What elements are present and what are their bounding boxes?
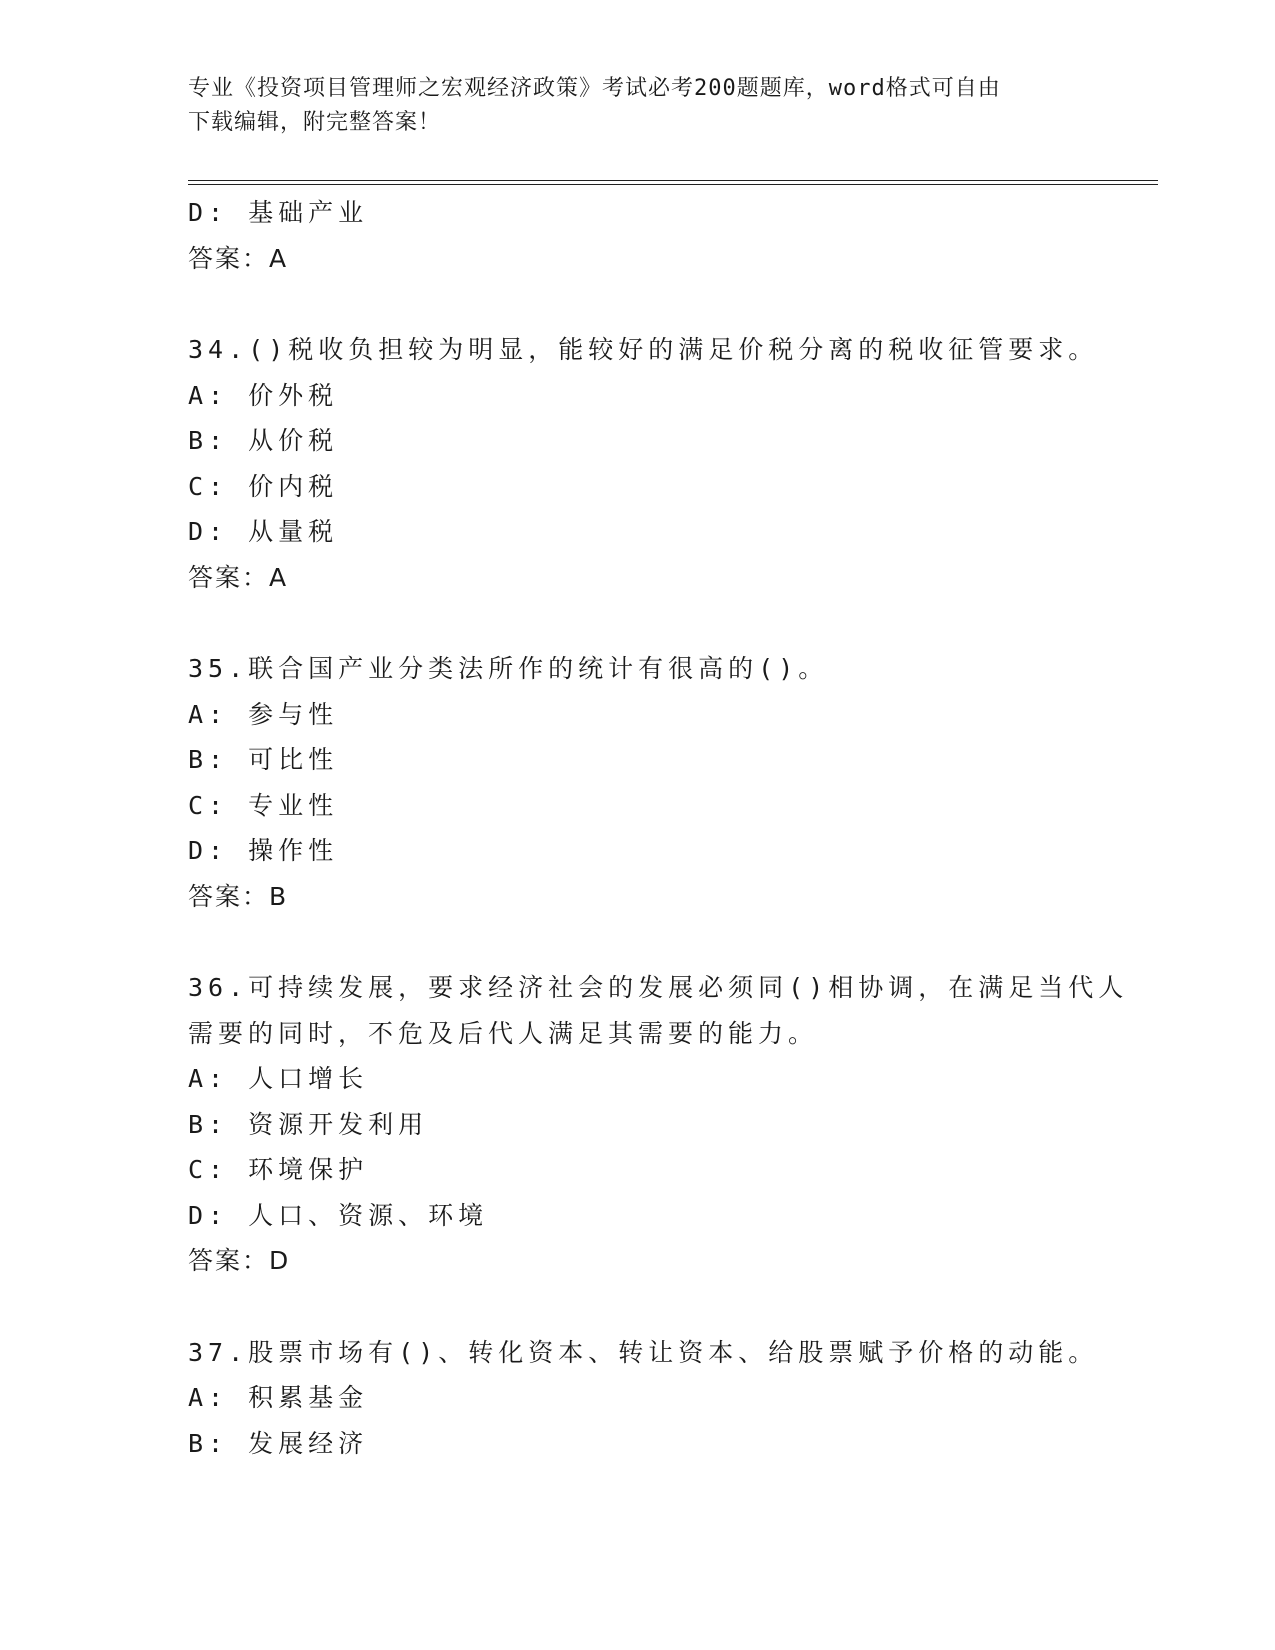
option-a: A: 积累基金 [188,1383,369,1412]
option-b: B: 可比性 [188,745,339,774]
header-divider-bottom [188,184,1158,185]
header-line-1: 专业《投资项目管理师之宏观经济政策》考试必考200题题库，word格式可自由 [188,76,1001,101]
question-stem-line-2: 需要的同时，不危及后代人满足其需要的能力。 [188,1018,819,1048]
question-37 [188,1330,1099,1467]
option-b: B: 发展经济 [188,1428,369,1458]
option-d: D: 操作性 [188,836,339,865]
option-b: B: 从价税 [188,426,339,455]
question-36 [188,965,1129,1284]
question-list [188,190,1129,1466]
answer: 答案：A [188,562,289,592]
header-line-2: 下载编辑，附完整答案！ [188,110,442,135]
option-b: B: 资源开发利用 [188,1109,429,1139]
answer: 答案：B [188,881,289,911]
option-c: C: 环境保护 [188,1155,369,1184]
question-stem: 35.联合国产业分类法所作的统计有很高的()。 [188,654,829,683]
document-header [188,72,1088,140]
question-35 [188,646,1088,919]
answer: 答案：D [188,1246,291,1275]
option-c: C: 价内税 [188,471,339,501]
question-stem: 37.股票市场有()、转化资本、转让资本、给股票赋予价格的动能。 [188,1337,1099,1367]
option-a: A: 人口增长 [188,1064,369,1093]
option-d: D: 从量税 [188,517,339,546]
option-a: A: 价外税 [188,380,339,410]
prev-answer: 答案：A [188,243,289,273]
prev-option-d: D: 基础产业 [188,198,369,227]
option-d: D: 人口、资源、环境 [188,1200,489,1230]
header-divider-top [188,180,1158,181]
option-c: C: 专业性 [188,790,339,820]
question-34 [188,327,1099,600]
question-stem-line-1: 36.可持续发展，要求经济社会的发展必须同()相协调，在满足当代人 [188,973,1129,1002]
question-stem: 34.()税收负担较为明显，能较好的满足价税分离的税收征管要求。 [188,335,1099,364]
option-a: A: 参与性 [188,699,339,729]
